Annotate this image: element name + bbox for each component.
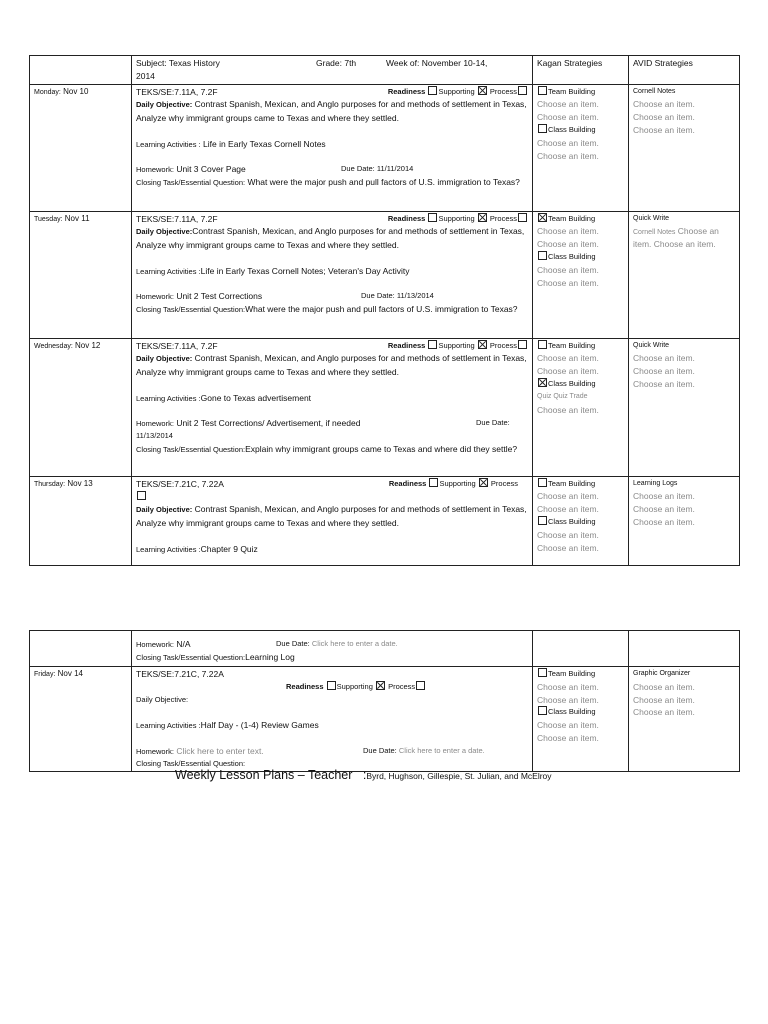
- standard-type: Readiness Supporting Process: [136, 681, 528, 694]
- kagan-cell: Team Building Choose an item. Choose an item. Class Building Choose an item. Choose an item.: [533, 211, 629, 338]
- day-row-friday: [30, 667, 740, 772]
- class-building-checkbox[interactable]: [538, 516, 547, 525]
- choose-item[interactable]: Choose an item.: [537, 720, 599, 731]
- plan-cell: TEKS/SE:7.11A, 7.2F Readiness Supporting Process Daily Objective: Contrast Spanish, Mexican, and Anglo purposes for and methods of settlement in Texas, Analyze why immigrant groups came to Texas and where they settled. Learning Activities : Life in Early Texas Cornell Notes Homework: Unit 3 Cover Page Due Date: 11/11/2014 Closing Task/Essential Question: What were the major push and pull factors of U.S. immigration to Texas?: [132, 84, 533, 211]
- plan-cell: TEKS/SE:7.21C, 7.22A Readiness Supporting Process Daily Objective: Contrast Spanish, Mexican, and Anglo purposes for and methods of settlement in Texas, Analyze why immigrant groups came to Texas and where they settled. Learning Activities :Chapter 9 Quiz: [132, 476, 533, 565]
- date-picker[interactable]: Click here to enter a date.: [311, 639, 398, 648]
- closing-task: Explain why immigrant groups came to Texas and where did they settle?: [245, 443, 518, 454]
- kagan-cell: Team Building Choose an item. Choose an item. Class Building Choose an item. Choose an item.: [533, 667, 629, 772]
- process-checkbox[interactable]: [518, 86, 527, 95]
- choose-item[interactable]: Choose an item.: [633, 366, 695, 377]
- standard-type: Readiness Supporting Process: [388, 213, 528, 226]
- kagan-selected-item[interactable]: Quiz Quiz Trade: [537, 392, 588, 400]
- readiness-checkbox[interactable]: [429, 478, 438, 487]
- day-cell: Tuesday: Nov 11: [30, 211, 132, 338]
- choose-item[interactable]: Choose an item.: [537, 137, 599, 148]
- teacher-names: Byrd, Hughson, Gillespie, St. Julian, and McElroy: [366, 771, 552, 781]
- thursday-continued-row: [30, 631, 740, 667]
- avid-cell: [629, 84, 740, 211]
- choose-item[interactable]: Choose an item.: [537, 681, 599, 692]
- homework-text-field[interactable]: Click here to enter text.: [176, 745, 264, 756]
- homework: Unit 2 Test Corrections/ Advertisement, if needed: [176, 418, 361, 429]
- choose-item[interactable]: Choose an item.: [537, 264, 599, 275]
- lesson-plan-table-continued: [29, 630, 740, 772]
- header-row: [30, 56, 740, 85]
- readiness-checkbox[interactable]: [428, 213, 437, 222]
- date-picker[interactable]: Click here to enter a date.: [398, 745, 485, 755]
- choose-item[interactable]: Choose an item.: [537, 226, 599, 237]
- choose-item[interactable]: Choose an item.: [633, 99, 695, 110]
- choose-item[interactable]: Choose an item.: [537, 239, 599, 250]
- kagan-cell: Team Building Choose an item. Choose an item. Class Building Choose an item. Choose an item.: [533, 476, 629, 565]
- supporting-checkbox[interactable]: [478, 213, 487, 222]
- due-date: Due Date: 11/11/2014: [341, 164, 414, 174]
- choose-item[interactable]: Choose an item.: [537, 112, 599, 123]
- closing-task: What were the major push and pull factors of U.S. immigration to Texas?: [247, 177, 520, 188]
- choose-item[interactable]: Choose an item.: [633, 681, 695, 692]
- team-building-checkbox[interactable]: [538, 340, 547, 349]
- daily-objective: Contrast Spanish, Mexican, and Anglo purposes for and methods of settlement in Texas, Analyze why immigrant groups came to Texas and where they settled.: [136, 353, 527, 378]
- due-date: Due Date: Click here to enter a date.: [363, 745, 485, 755]
- closing-task: Closing Task/Essential Question:: [136, 758, 246, 768]
- team-building-checkbox[interactable]: [538, 213, 547, 222]
- choose-item[interactable]: Choose an item.: [537, 542, 599, 553]
- readiness-checkbox[interactable]: [327, 681, 336, 690]
- choose-item[interactable]: Choose an item.: [537, 366, 599, 377]
- avid-cell: [629, 476, 740, 565]
- supporting-checkbox[interactable]: [478, 86, 487, 95]
- learning-activities: Half Day - (1-4) Review Games: [200, 720, 319, 731]
- subject: Subject: Texas History: [136, 58, 220, 68]
- daily-objective: Contrast Spanish, Mexican, and Anglo purposes for and methods of settlement in Texas, Analyze why immigrant groups came to Texas and where they settled.: [136, 226, 525, 251]
- due-date: Due Date: 11/13/2014: [361, 291, 434, 301]
- process-checkbox[interactable]: [416, 681, 425, 690]
- daily-objective: Daily Objective:: [136, 694, 189, 704]
- avid-cell: [629, 338, 740, 476]
- closing-task: Learning Log: [245, 651, 295, 662]
- choose-item[interactable]: Choose an item.: [537, 404, 599, 415]
- choose-item[interactable]: Choose an item.: [537, 694, 599, 705]
- footer-title: Weekly Lesson Plans – Teacher :Byrd, Hughson, Gillespie, St. Julian, and McElroy: [175, 768, 552, 782]
- avid-strategy: Learning Logs: [633, 479, 678, 487]
- daily-objective: Contrast Spanish, Mexican, and Anglo purposes for and methods of settlement in Texas, Analyze why immigrant groups came to Texas and where they settled.: [136, 99, 527, 124]
- choose-item[interactable]: Choose an item.: [537, 491, 599, 502]
- choose-item[interactable]: Choose an item.: [633, 378, 695, 389]
- grade: Grade: 7th: [316, 58, 357, 68]
- process-checkbox[interactable]: [137, 491, 146, 500]
- day-cell: Monday: Nov 10: [30, 84, 132, 211]
- class-building-checkbox[interactable]: [538, 706, 547, 715]
- header-info: [132, 56, 533, 85]
- lesson-plan-table: [29, 55, 740, 566]
- learning-activities: Gone to Texas advertisement: [200, 392, 312, 403]
- year: 2014: [136, 70, 155, 81]
- teks: TEKS/SE:7.11A, 7.2F: [136, 340, 218, 351]
- class-building-checkbox[interactable]: [538, 378, 547, 387]
- supporting-checkbox[interactable]: [478, 340, 487, 349]
- teks: TEKS/SE:7.11A, 7.2F: [136, 86, 218, 97]
- teks: TEKS/SE:7.21C, 7.22A: [136, 478, 224, 489]
- choose-item[interactable]: Choose an item.: [537, 353, 599, 364]
- team-building-checkbox[interactable]: [538, 86, 547, 95]
- daily-objective: Contrast Spanish, Mexican, and Anglo purposes for and methods of settlement in Texas, Analyze why immigrant groups came to Texas and where they settled.: [136, 504, 527, 528]
- avid-strategy: Graphic Organizer: [633, 670, 691, 677]
- plan-cell: TEKS/SE:7.21C, 7.22A Readiness Supporting Process Daily Objective: Learning Activities :Half Day - (1-4) Review Games Homework: Click here to enter text. Due Date: Click here to enter a date. Closing Task/Essential Question:: [132, 667, 533, 772]
- due-date: 11/13/2014: [136, 431, 173, 441]
- team-building-checkbox[interactable]: [538, 668, 547, 677]
- day-row-thursday: [30, 476, 740, 565]
- choose-item[interactable]: item. Choose an item.: [633, 239, 716, 250]
- choose-item[interactable]: Choose an item.: [633, 504, 695, 515]
- plan-cell: TEKS/SE:7.11A, 7.2F Readiness Supporting Process Daily Objective: Contrast Spanish, Mexican, and Anglo purposes for and methods of settlement in Texas, Analyze why immigrant groups came to Texas and where they settled. Learning Activities :Gone to Texas advertisement Homework: Unit 2 Test Corrections/ Advertisement, if needed Due Date: 11/13/2014 Closing Task/Essential Question:Explain why immigrant groups came to Texas and where did they settle?: [132, 338, 533, 476]
- homework: Unit 2 Test Corrections: [176, 291, 263, 302]
- learning-activities: Life in Early Texas Cornell Notes; Veteran's Day Activity: [200, 265, 410, 276]
- avid-strategy: Cornell Notes: [633, 87, 676, 95]
- choose-item[interactable]: Choose an item.: [633, 491, 695, 502]
- choose-item[interactable]: Choose an item.: [633, 353, 695, 364]
- avid-sub-strategy: Cornell Notes: [633, 229, 676, 237]
- choose-item[interactable]: Choose an: [677, 226, 719, 237]
- choose-item[interactable]: Choose an item.: [537, 150, 599, 161]
- avid-strategy: Quick Write: [633, 214, 670, 222]
- choose-item[interactable]: Choose an item.: [633, 112, 695, 123]
- learning-activities: Life in Early Texas Cornell Notes: [203, 138, 326, 149]
- week-of: Week of: November 10-14,: [386, 58, 488, 68]
- class-building-checkbox[interactable]: [538, 251, 547, 260]
- homework: Unit 3 Cover Page: [176, 164, 246, 175]
- day-row-monday: [30, 84, 740, 211]
- choose-item[interactable]: Choose an item.: [633, 707, 695, 718]
- choose-item[interactable]: Choose an item.: [537, 732, 599, 743]
- avid-cell: [629, 211, 740, 338]
- process-checkbox[interactable]: [518, 340, 527, 349]
- choose-item[interactable]: Choose an item.: [537, 504, 599, 515]
- class-building-checkbox[interactable]: [538, 124, 547, 133]
- kagan-header: Kagan Strategies: [533, 56, 629, 85]
- day-cell: Friday: Nov 14: [30, 667, 132, 772]
- day-cell: Thursday: Nov 13: [30, 476, 132, 565]
- standard-type: Readiness Supporting Process: [388, 86, 528, 99]
- avid-header: AVID Strategies: [629, 56, 740, 85]
- day-cell: Wednesday: Nov 12: [30, 338, 132, 476]
- choose-item[interactable]: Choose an item.: [633, 694, 695, 705]
- kagan-cell: Team Building Choose an item. Choose an item. Class Building Quiz Quiz Trade Choose an item.: [533, 338, 629, 476]
- readiness-checkbox[interactable]: [428, 340, 437, 349]
- supporting-checkbox[interactable]: [479, 478, 488, 487]
- day-row-tuesday: [30, 211, 740, 338]
- closing-task: What were the major push and pull factors of U.S. immigration to Texas?: [245, 304, 518, 315]
- homework: N/A: [176, 639, 191, 649]
- readiness-checkbox[interactable]: [428, 86, 437, 95]
- supporting-checkbox[interactable]: [376, 681, 385, 690]
- standard-type: Readiness Supporting Process: [388, 478, 518, 488]
- plan-cell: Homework: N/A Due Date: Click here to enter a date. Closing Task/Essential Question:Learning Log: [132, 631, 533, 667]
- learning-activities: Chapter 9 Quiz: [200, 543, 258, 554]
- plan-cell: TEKS/SE:7.11A, 7.2F Readiness Supporting Process Daily Objective:Contrast Spanish, Mexican, and Anglo purposes for and methods of settlement in Texas, Analyze why immigrant groups came to Texas and where they settled. Learning Activities :Life in Early Texas Cornell Notes; Veteran's Day Activity Homework: Unit 2 Test Corrections Due Date: 11/13/2014 Closing Task/Essential Question:What were the major push and pull factors of U.S. immigration to Texas?: [132, 211, 533, 338]
- choose-item[interactable]: Choose an item.: [633, 516, 695, 527]
- choose-item[interactable]: Choose an item.: [537, 529, 599, 540]
- kagan-cell: Team Building Choose an item. Choose an item. Class Building Choose an item. Choose an item.: [533, 84, 629, 211]
- standard-type: Readiness Supporting Process: [388, 340, 528, 353]
- avid-cell: [629, 667, 740, 772]
- process-checkbox[interactable]: [518, 213, 527, 222]
- teks: TEKS/SE:7.11A, 7.2F: [136, 213, 218, 224]
- day-row-wednesday: [30, 338, 740, 476]
- due-date-label: Due Date:: [476, 418, 510, 428]
- team-building-checkbox[interactable]: [538, 478, 547, 487]
- choose-item[interactable]: Choose an item.: [537, 99, 599, 110]
- teks: TEKS/SE:7.21C, 7.22A: [136, 669, 224, 679]
- due-date: Due Date: Click here to enter a date.: [276, 639, 398, 648]
- choose-item[interactable]: Choose an item.: [537, 277, 599, 288]
- avid-strategy: Quick Write: [633, 341, 670, 349]
- choose-item[interactable]: Choose an item.: [633, 124, 695, 135]
